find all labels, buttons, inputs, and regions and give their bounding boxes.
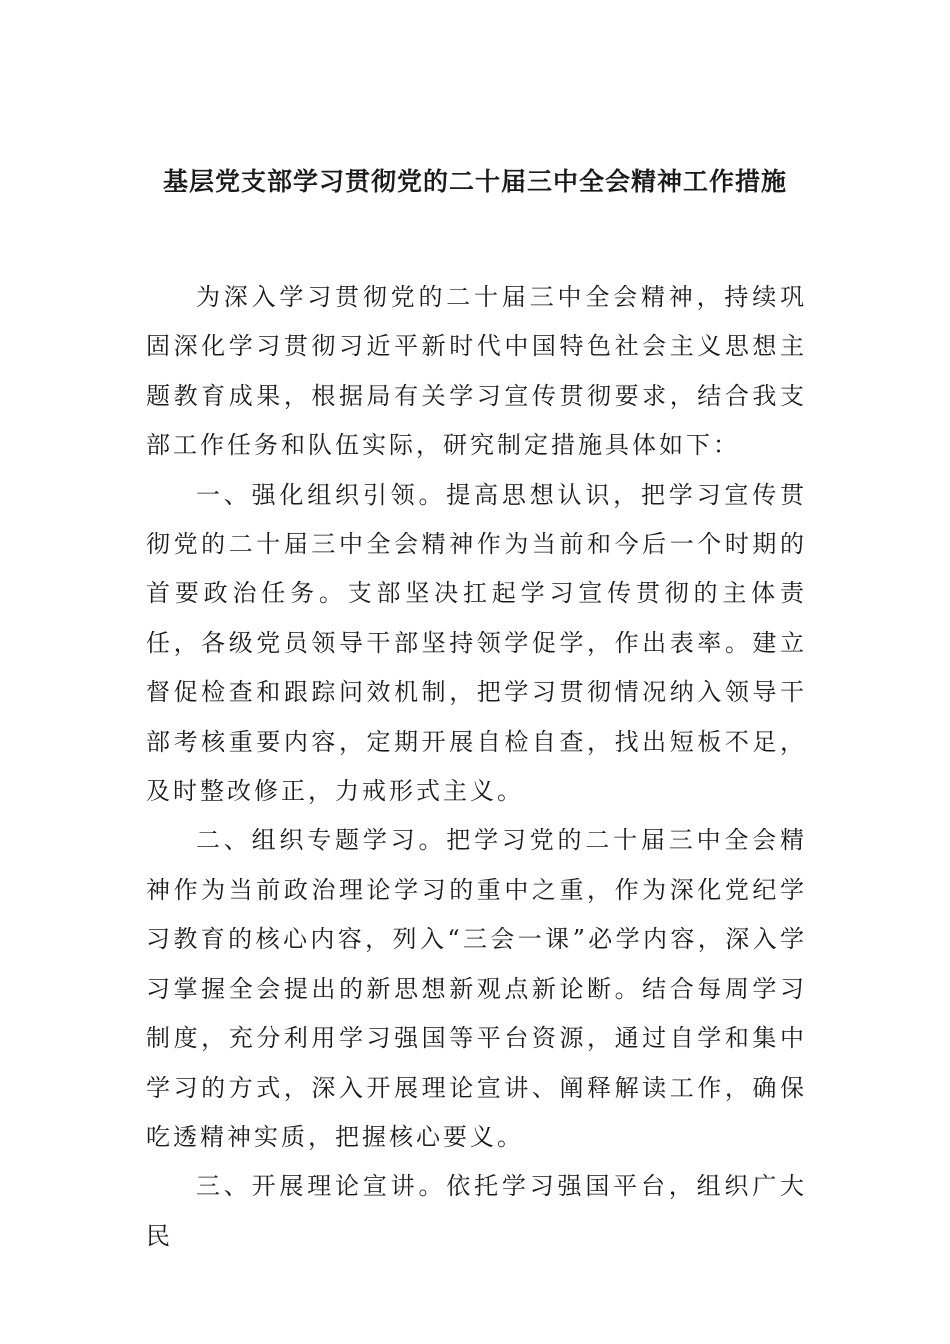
paragraph-section-3: 三、开展理论宣讲。依托学习强国平台，组织广大民 [146,1172,807,1250]
document-title: 基层党支部学习贯彻党的二十届三中全会精神工作措施 [162,167,787,196]
paragraph-section-2: 二、组织专题学习。把学习党的二十届三中全会精神作为当前政治理论学习的重中之重，作为深化党纪学习教育的核心内容，列入“三会一课”必学内容，深入学习掌握全会提出的新思想新观点新论断。结合每周学习制度，充分利用学习强国等平台资源，通过自学和集中学习的方式，深入开展理论宣讲、阐释解读工作，确保吃透精神实质，把握核心要义。 [146,826,807,1151]
paragraph-intro: 为深入学习贯彻党的二十届三中全会精神，持续巩固深化学习贯彻习近平新时代中国特色社会主义思想主题教育成果，根据局有关学习宣传贯彻要求，结合我支部工作任务和队伍实际，研究制定措施具体如下： [146,283,807,460]
document-body [146,273,807,1261]
paragraph-section-1: 一、强化组织引领。提高思想认识，把学习宣传贯彻党的二十届三中全会精神作为当前和今后一个时期的首要政治任务。支部坚决扛起学习宣传贯彻的主体责任，各级党员领导干部坚持领学促学，作出表率。建立督促检查和跟踪问效机制，把学习贯彻情况纳入领导干部考核重要内容，定期开展自检自查，找出短板不足，及时整改修正，力戒形式主义。 [146,480,807,806]
